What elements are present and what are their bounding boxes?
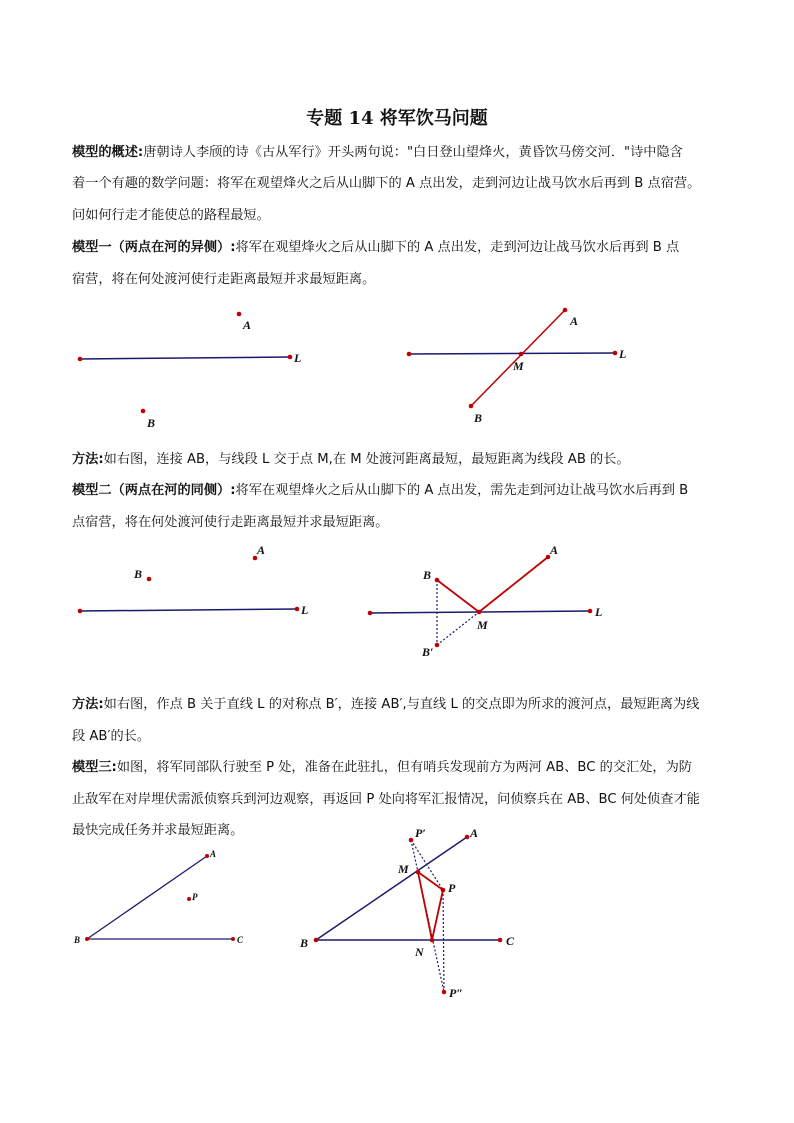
point [407, 352, 412, 357]
method-text: 如右图，作点 B 关于直线 L 的对称点 B′，连接 AB′,与直线 L 的交点即为所求的渡河点，最短距离为线 [103, 697, 700, 712]
figure-1-left [78, 312, 302, 430]
label-n: N [415, 945, 424, 959]
dotted-p-pdouble [443, 890, 444, 992]
point-c [231, 937, 235, 941]
triangle-mpn [418, 872, 443, 940]
model1-text: 将军在观望烽火之后从山脚下的 A 点出发，走到河边让战马饮水后再到 B 点 [235, 240, 680, 255]
model1-line-2: 宿营，将在何处渡河使行走距离最短并求最短距离。 [72, 272, 376, 287]
intro-line-3: 问如何行走才能使总的路程最短。 [72, 208, 270, 223]
method-label: 方法: [72, 697, 104, 712]
point-b [141, 409, 146, 414]
figure-2-right [368, 543, 603, 659]
page-title: 专题 14 将军饮马问题 [306, 108, 488, 129]
point-c [498, 938, 503, 943]
label-b: B [74, 935, 81, 945]
point-b [314, 938, 319, 943]
label-p-double-prime: P″ [449, 986, 463, 1000]
model3-label: 模型三: [72, 760, 117, 775]
point-a [563, 308, 568, 313]
figure-3-right [299, 826, 515, 1000]
point-a [465, 835, 470, 840]
label-p-prime: P′ [415, 826, 426, 840]
intro-line-2: 着一个有趣的数学问题：将军在观望烽火之后从山脚下的 A 点出发，走到河边让战马饮水后再到 B 点宿营。 [72, 176, 701, 191]
river-line [80, 609, 297, 611]
intro-label: 模型的概述: [72, 145, 144, 160]
river-line [409, 353, 615, 354]
label-b: B [134, 567, 143, 581]
point [613, 351, 618, 356]
point [368, 611, 373, 616]
point-p-prime [409, 838, 414, 843]
label-l: L [301, 603, 309, 617]
model1-label: 模型一（两点在河的异侧）: [72, 240, 236, 255]
label-b: B [147, 416, 156, 430]
model2-label: 模型二（两点在河的同侧）: [72, 483, 236, 498]
point-b-prime [435, 643, 440, 648]
river-line [80, 357, 290, 359]
label-b: B [300, 936, 309, 950]
label-l: L [619, 347, 627, 361]
label-m: M [513, 359, 524, 373]
point-m [519, 352, 524, 357]
point-b [435, 578, 440, 583]
model3-line-2: 止敌军在对岸埋伏需派侦察兵到河边观察，再返回 P 处向将军汇报情况，问侦察兵在 AB、BC 何处侦查才能 [72, 792, 700, 807]
label-a: A [470, 826, 479, 840]
label-a: A [570, 314, 579, 328]
label-a: A [210, 849, 217, 859]
label-m: M [398, 862, 409, 876]
label-c: C [237, 935, 244, 945]
point-p [187, 897, 191, 901]
figure-2-left [78, 543, 309, 617]
point [588, 609, 593, 614]
point-m [416, 870, 421, 875]
point-b [85, 937, 89, 941]
label-c: C [506, 934, 515, 948]
intro-text: 唐朝诗人李颀的诗《古从军行》开头两句说："白日登山望烽火，黄昏饮马傍交河．"诗中隐含 [143, 145, 683, 160]
point [288, 355, 293, 360]
label-a: A [257, 543, 266, 557]
dotted-p-pprime [411, 840, 443, 890]
model2-line-2: 点宿营，将在何处渡河使行走距离最短并求最短距离。 [72, 515, 389, 530]
method-text: 如右图，连接 AB，与线段 L 交于点 M,在 M 处渡河距离最短，最短距离为线段 AB 的长。 [103, 452, 630, 467]
figure-3-left [73, 849, 244, 945]
point [295, 607, 300, 612]
label-p: P [448, 881, 456, 895]
point-b [147, 577, 152, 582]
point-n [430, 938, 435, 943]
label-b-prime: B′ [422, 645, 434, 659]
label-l: L [294, 351, 302, 365]
model2-method-2: 段 AB′的长。 [72, 729, 151, 744]
point-m [477, 610, 482, 615]
label-p: P [192, 892, 198, 902]
point-b [469, 404, 474, 409]
point-p-double-prime [442, 990, 447, 995]
model3-line-3: 最快完成任务并求最短距离。 [72, 823, 244, 838]
label-l: L [595, 605, 603, 619]
point [78, 357, 83, 362]
label-a: A [550, 543, 559, 557]
dotted-bm [437, 612, 479, 645]
point-a [205, 854, 209, 858]
point [78, 609, 83, 614]
figure-1-right [407, 308, 627, 425]
model3-text: 如图，将军同部队行驶至 P 处，准备在此驻扎，但有哨兵发现前方为两河 AB、BC 的交汇处，为防 [116, 760, 692, 775]
point-p [441, 888, 446, 893]
label-b: B [474, 411, 483, 425]
label-b: B [423, 568, 432, 582]
model2-text: 将军在观望烽火之后从山脚下的 A 点出发，需先走到河边让战马饮水后再到 B [235, 483, 689, 498]
label-a: A [243, 318, 252, 332]
segment-ab [471, 310, 565, 406]
point-a [237, 312, 242, 317]
label-m: M [477, 618, 488, 632]
method-label: 方法: [72, 452, 104, 467]
path-bma [437, 557, 548, 612]
